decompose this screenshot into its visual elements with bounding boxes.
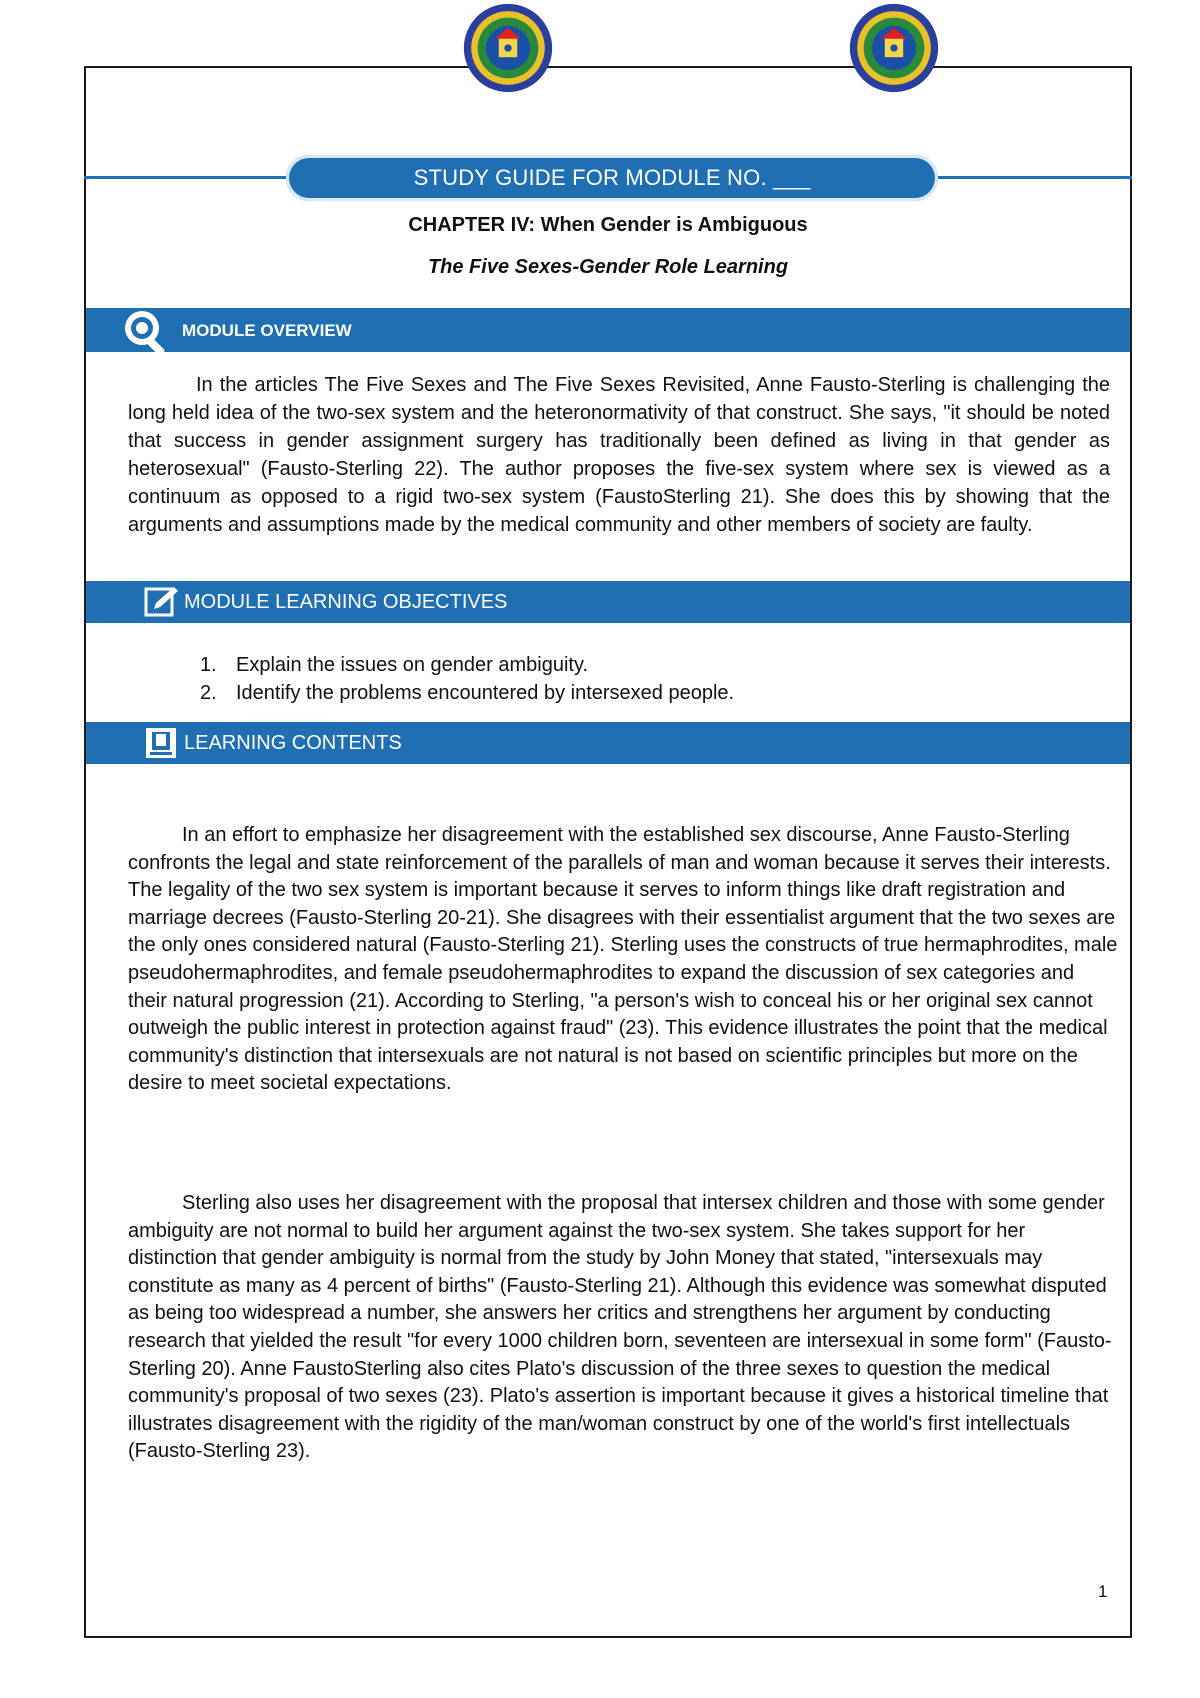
book-icon — [144, 726, 180, 760]
module-overview-label: MODULE OVERVIEW — [182, 321, 352, 340]
page-number: 1 — [1098, 1582, 1108, 1601]
module-objectives-label: MODULE LEARNING OBJECTIVES — [184, 591, 508, 613]
school-seal-icon — [462, 2, 554, 94]
module-overview-bar — [86, 308, 1130, 352]
study-guide-title: STUDY GUIDE FOR MODULE NO. ___ — [286, 155, 938, 201]
header-rule — [930, 176, 1132, 179]
objectives-list — [200, 651, 734, 707]
content-paragraph: In an effort to emphasize her disagreement with the established sex discourse, Anne Fausto-Sterling confronts the legal and state reinforcement of the parallels of man and woman because it serves their interests. The legality of the two sex system is important because it serves to inform things like draft registration and marriage decrees (Fausto-Sterling 20-21). She disagrees with their essentialist argument that the two sexes are the only ones considered natural (Fausto-Sterling 21). Sterling uses the constructs of true hermaphrodites, male pseudohermaphrodites, and female pseudohermaphrodites to expand the discussion of sex categories and their natural progression (21). According to Sterling, "a person's wish to conceal his or her original sex cannot outweigh the public interest in protection against fraud" (23). This evidence illustrates the point that the medical community's distinction that intersexuals are not natural is not based on scientific principles but more on the desire to meet societal expectations. — [128, 824, 1118, 1095]
learning-contents-label: LEARNING CONTENTS — [184, 732, 402, 754]
list-item: 1. Explain the issues on gender ambiguity. — [200, 654, 589, 676]
chapter-subtitle: The Five Sexes-Gender Role Learning — [427, 256, 789, 278]
school-seal-icon — [848, 2, 940, 94]
learning-contents-bar — [86, 722, 1130, 764]
pencil-square-icon — [144, 585, 180, 619]
overview-paragraph: In the articles The Five Sexes and The Five Sexes Revisited, Anne Fausto-Sterling is challenging the long held idea of the two-sex system and the heteronormativity of that construct. She says, "it should be noted that success in gender assignment surgery has traditionally been defined as living in that gender as heterosexual" (Fausto-Sterling 22). The author proposes the five-sex system where sex is viewed as a continuum as opposed to a rigid two-sex system (FaustoSterling 21). She does this by showing that the arguments and assumptions made by the medical community and other members of society are faulty. — [128, 374, 1110, 536]
chapter-title: CHAPTER IV: When Gender is Ambiguous — [408, 214, 808, 236]
magnifier-icon — [122, 306, 170, 356]
list-item: 2. Identify the problems encountered by intersexed people. — [200, 682, 735, 704]
module-objectives-bar — [86, 581, 1130, 623]
content-paragraph: Sterling also uses her disagreement with the proposal that intersex children and those with some gender ambiguity are not normal to build her argument against the two-sex system. She takes support for her distinction that gender ambiguity is normal from the study by John Money that stated, "intersexuals may constitute as many as 4 percent of births" (Fausto-Sterling 21). Although this evidence was somewhat disputed as being too widespread a number, she answers her critics and strengthens her argument by conducting research that yielded the result "for every 1000 children born, seventeen are intersexual in some form" (Fausto-Sterling 20). Anne FaustoSterling also cites Plato's discussion of the three sexes to question the medical community's proposal of two sexes (23). Plato's assertion is important because it gives a historical timeline that illustrates disagreement with the rigidity of the man/woman construct by one of the world's first intellectuals (Fausto-Sterling 23). — [128, 1192, 1112, 1463]
header-rule — [84, 176, 294, 179]
